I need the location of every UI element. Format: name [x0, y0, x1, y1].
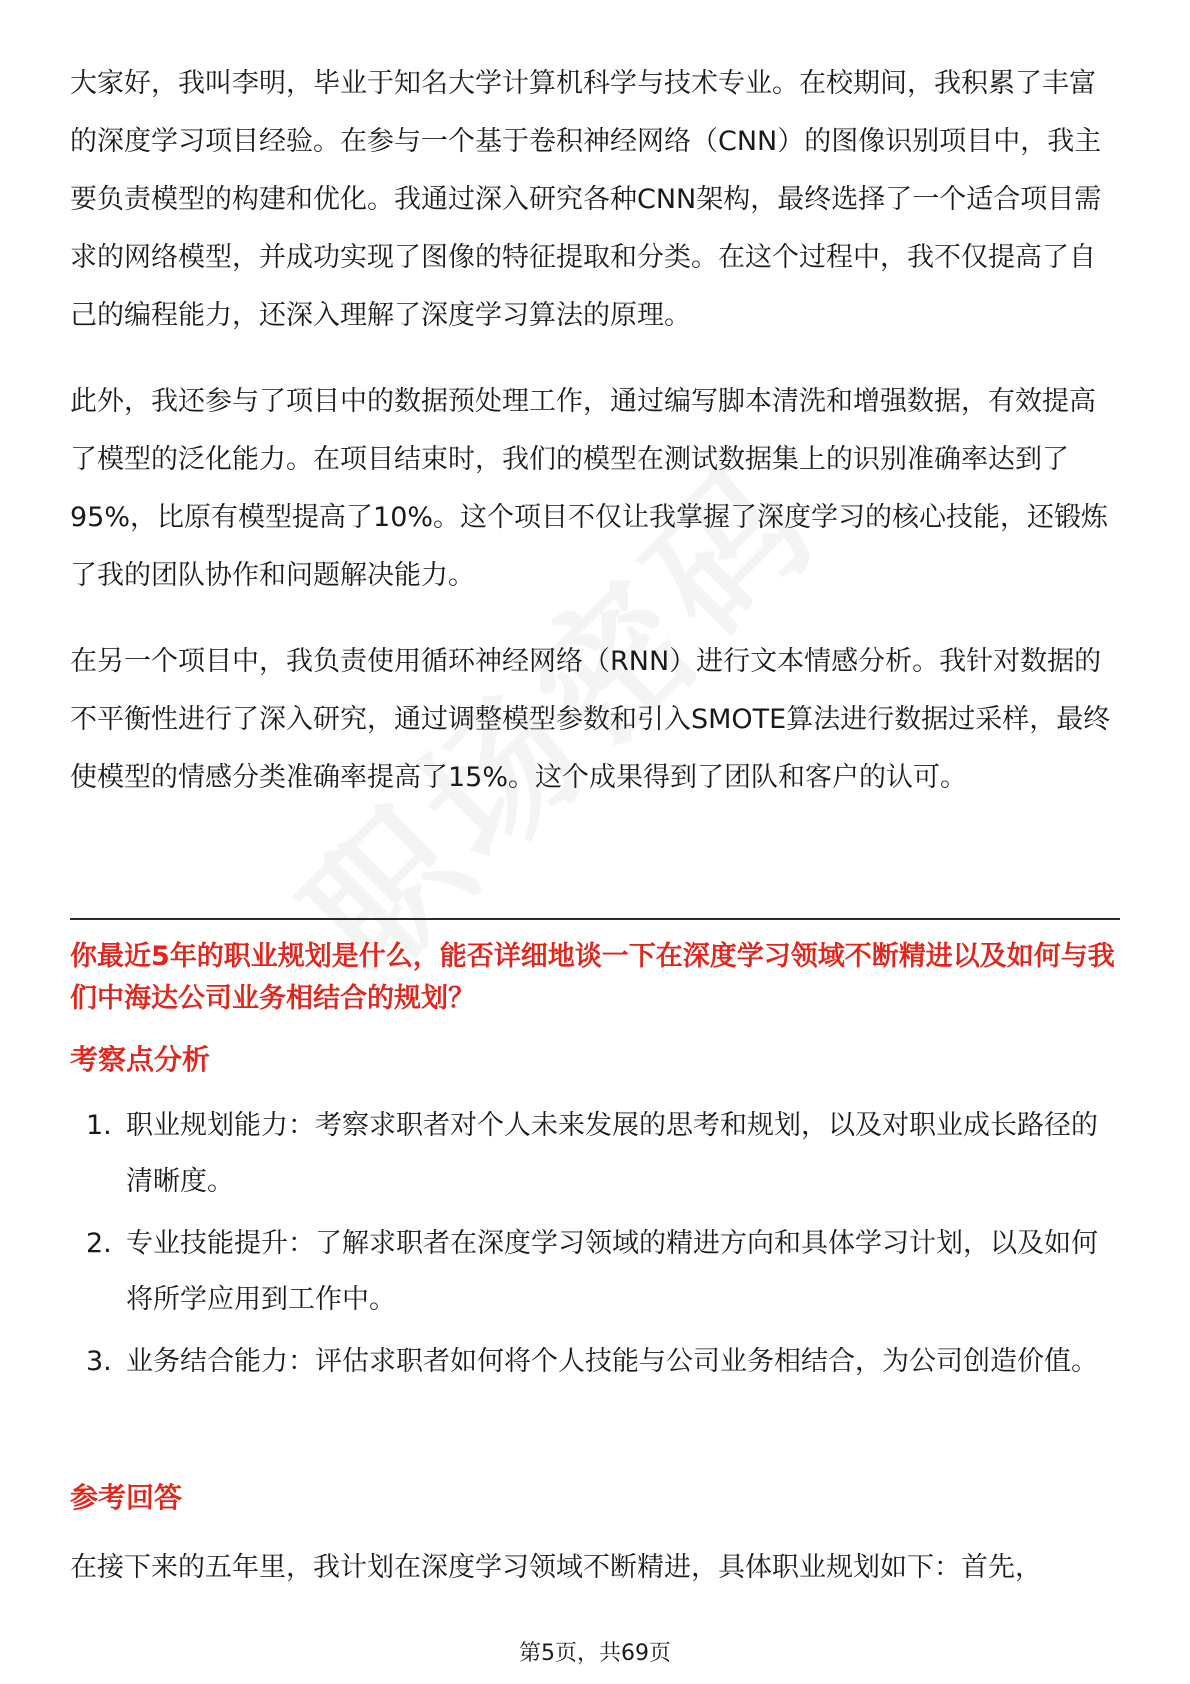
answer-paragraph: 在接下来的五年里，我计划在深度学习领域不断精进，具体职业规划如下：首先， [70, 1552, 1042, 1583]
page-footer: 第5页，共69页 [519, 1641, 671, 1666]
list-item-number: 1. [86, 1110, 112, 1141]
section-divider [70, 918, 1120, 920]
analysis-list [70, 1098, 1120, 1396]
list-item [70, 1334, 1120, 1390]
list-item-number: 2. [86, 1228, 112, 1259]
list-item-number: 3. [86, 1346, 112, 1377]
list-item-text: 职业规划能力：考察求职者对个人未来发展的思考和规划，以及对职业成长路径的清晰度。 [126, 1110, 1098, 1197]
answer-heading: 参考回答 [70, 1481, 183, 1514]
list-item [70, 1216, 1120, 1328]
list-item-text: 专业技能提升：了解求职者在深度学习领域的精进方向和具体学习计划，以及如何将所学应用到工作中。 [126, 1228, 1098, 1315]
body-paragraph-2: 此外，我还参与了项目中的数据预处理工作，通过编写脚本清洗和增强数据，有效提高了模型的泛化能力。在项目结束时，我们的模型在测试数据集上的识别准确率达到了95%，比原有模型提高了10%。这个项目不仅让我掌握了深度学习的核心技能，还锻炼了我的团队协作和问题解决能力。 [70, 386, 1109, 591]
body-paragraph-3: 在另一个项目中，我负责使用循环神经网络（RNN）进行文本情感分析。我针对数据的不平衡性进行了深入研究，通过调整模型参数和引入SMOTE算法进行数据过采样，最终使模型的情感分类准确率提高了15%。这个成果得到了团队和客户的认可。 [70, 646, 1111, 793]
list-item [70, 1098, 1120, 1210]
list-item-text: 业务结合能力：评估求职者如何将个人技能与公司业务相结合，为公司创造价值。 [126, 1346, 1098, 1377]
analysis-heading: 考察点分析 [70, 1043, 211, 1076]
interview-question: 你最近5年的职业规划是什么，能否详细地谈一下在深度学习领域不断精进以及如何与我们中海达公司业务相结合的规划？ [70, 941, 1115, 1014]
body-paragraph-1: 大家好，我叫李明，毕业于知名大学计算机科学与技术专业。在校期间，我积累了丰富的深度学习项目经验。在参与一个基于卷积神经网络（CNN）的图像识别项目中，我主要负责模型的构建和优化。我通过深入研究各种CNN架构，最终选择了一个适合项目需求的网络模型，并成功实现了图像的特征提取和分类。在这个过程中，我不仅提高了自己的编程能力，还深入理解了深度学习算法的原理。 [70, 68, 1102, 331]
